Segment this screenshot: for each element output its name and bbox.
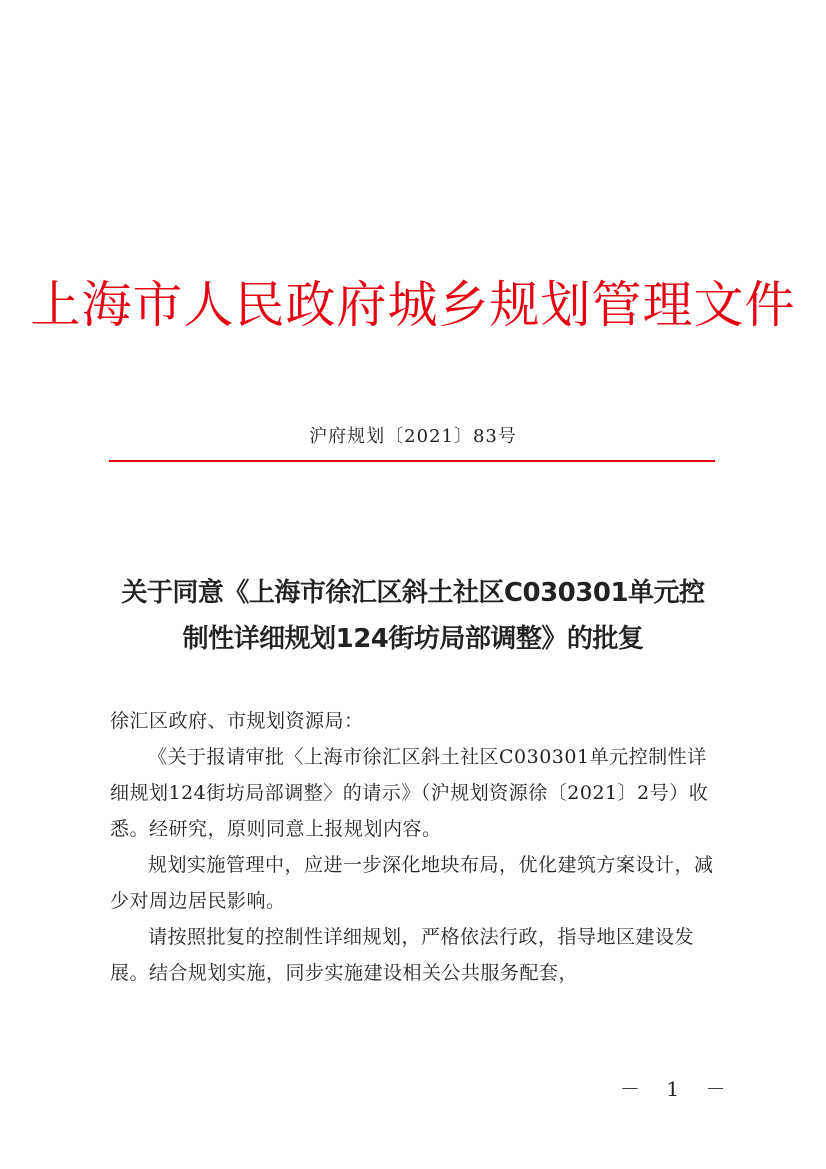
body-paragraph: 《关于报请审批〈上海市徐汇区斜土社区C030301单元控制性详细规划124街坊局部调整〉的请示》（沪规划资源徐〔2021〕2号）收悉。经研究，原则同意上报规划内容。 <box>110 746 709 840</box>
title-line-2: 制性详细规划124街坊局部调整》的批复 <box>182 624 644 654</box>
page-number: － 1 － <box>620 1077 736 1101</box>
title-line-1: 关于同意《上海市徐汇区斜土社区C030301单元控 <box>121 578 705 608</box>
document-body <box>110 703 722 991</box>
salutation: 徐汇区政府、市规划资源局： <box>110 710 364 732</box>
document-number: 沪府规划〔2021〕83号 <box>309 426 517 447</box>
document-masthead: 上海市人民政府城乡规划管理文件 <box>30 276 796 334</box>
body-paragraph: 请按照批复的控制性详细规划，严格依法行政，指导地区建设发展。结合规划实施，同步实施建设相关公共服务配套， <box>110 926 695 984</box>
red-divider-line <box>109 460 715 462</box>
document-title <box>100 570 726 662</box>
body-paragraph: 规划实施管理中，应进一步深化地块布局，优化建筑方案设计，减少对周边居民影响。 <box>110 854 714 912</box>
